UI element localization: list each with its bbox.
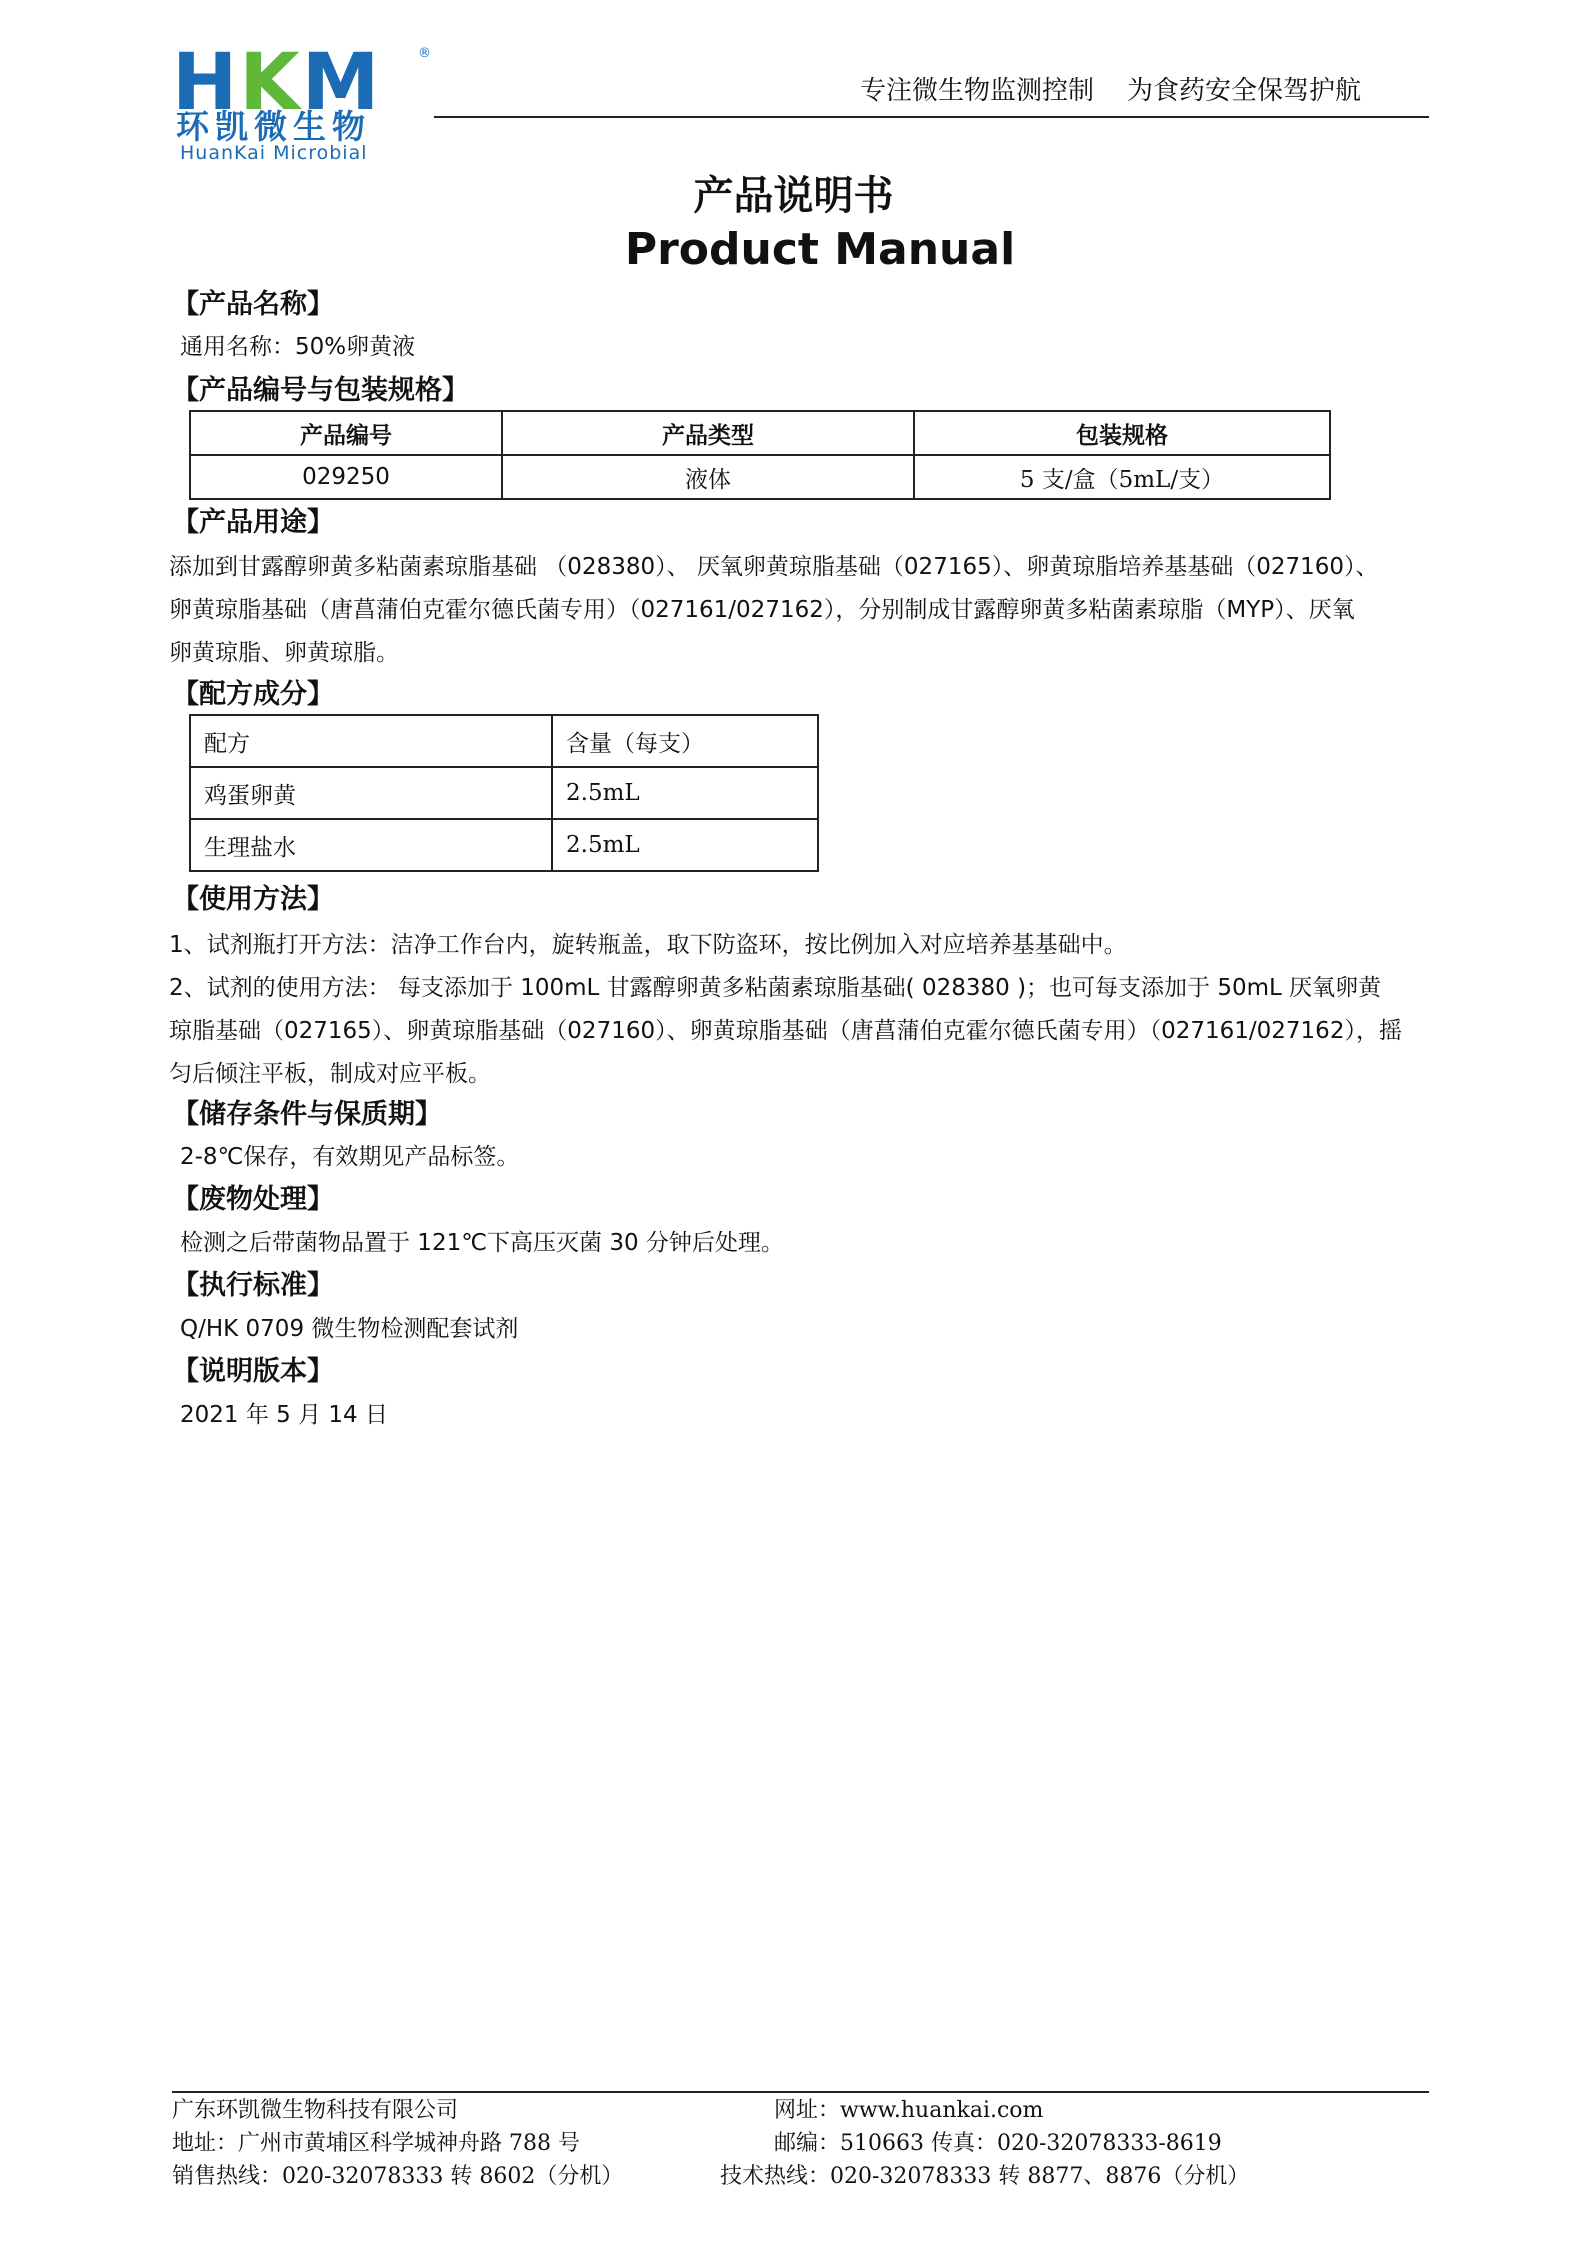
usage-line: 卵黄琼脂基础（唐菖蒲伯克霍尔德氏菌专用）（027161/027162），分别制成甘露醇卵黄多粘菌素琼脂（MYP）、厌氧 bbox=[169, 597, 1355, 623]
logo-text: HKM bbox=[172, 38, 382, 128]
column-header-ingredient: 配方 bbox=[190, 715, 552, 767]
cell-spec: 5 支/盒（5mL/支） bbox=[914, 455, 1330, 499]
section-heading-version: 【说明版本】 bbox=[172, 1356, 334, 1387]
column-header-amount: 含量（每支） bbox=[552, 715, 818, 767]
column-header-spec: 包装规格 bbox=[914, 411, 1330, 455]
table-header-row bbox=[190, 411, 1330, 455]
logo-chinese-name: 环凯微生物 bbox=[176, 107, 371, 146]
table-header-row bbox=[190, 715, 818, 767]
section-heading-standard: 【执行标准】 bbox=[172, 1270, 334, 1301]
section-heading-package: 【产品编号与包装规格】 bbox=[172, 375, 469, 406]
cell-amount: 2.5mL bbox=[552, 819, 818, 871]
formula-table bbox=[189, 714, 819, 872]
footer-sales-hotline: 销售热线：020-32078333 转 8602（分机） bbox=[172, 2164, 624, 2189]
registered-mark: ® bbox=[418, 46, 431, 61]
section-heading-storage: 【储存条件与保质期】 bbox=[172, 1099, 442, 1130]
method-line: 匀后倾注平板，制成对应平板。 bbox=[169, 1061, 491, 1087]
version-text: 2021 年 5 月 14 日 bbox=[180, 1402, 388, 1428]
footer-company: 广东环凯微生物科技有限公司 bbox=[172, 2098, 459, 2123]
footer-postcode-fax: 邮编：510663 传真：020-32078333-8619 bbox=[774, 2131, 1222, 2156]
waste-text: 检测之后带菌物品置于 121℃下高压灭菌 30 分钟后处理。 bbox=[180, 1230, 784, 1256]
cell-code: 029250 bbox=[190, 455, 502, 499]
package-table bbox=[189, 410, 1331, 500]
header-slogan: 专注微生物监测控制 为食药安全保驾护航 bbox=[860, 76, 1362, 106]
column-header-code: 产品编号 bbox=[190, 411, 502, 455]
cell-ingredient: 生理盐水 bbox=[190, 819, 552, 871]
logo-english-name: HuanKai Microbial bbox=[180, 142, 368, 164]
storage-text: 2-8℃保存，有效期见产品标签。 bbox=[180, 1144, 520, 1170]
usage-line: 卵黄琼脂、卵黄琼脂。 bbox=[169, 640, 399, 666]
usage-line: 添加到甘露醇卵黄多粘菌素琼脂基础 （028380）、 厌氧卵黄琼脂基础（027165）、卵黄琼脂培养基基础（027160）、 bbox=[169, 554, 1379, 580]
section-heading-method: 【使用方法】 bbox=[172, 884, 334, 915]
method-line: 1、试剂瓶打开方法：洁净工作台内，旋转瓶盖，取下防盗环，按比例加入对应培养基基础中。 bbox=[169, 932, 1127, 958]
product-name-text: 通用名称：50%卵黄液 bbox=[180, 334, 416, 360]
page-title-en: Product Manual bbox=[624, 224, 1016, 275]
table-row bbox=[190, 767, 818, 819]
header-divider bbox=[434, 116, 1429, 118]
footer-tech-hotline: 技术热线：020-32078333 转 8877、8876（分机） bbox=[720, 2164, 1250, 2189]
table-row bbox=[190, 819, 818, 871]
footer-address: 地址：广州市黄埔区科学城神舟路 788 号 bbox=[172, 2131, 580, 2156]
table-row bbox=[190, 455, 1330, 499]
section-heading-usage: 【产品用途】 bbox=[172, 507, 334, 538]
footer-divider bbox=[172, 2091, 1429, 2093]
method-line: 琼脂基础（027165）、卵黄琼脂基础（027160）、卵黄琼脂基础（唐菖蒲伯克霍尔德氏菌专用）（027161/027162），摇 bbox=[169, 1018, 1402, 1044]
section-heading-waste: 【废物处理】 bbox=[172, 1184, 334, 1215]
standard-text: Q/HK 0709 微生物检测配套试剂 bbox=[180, 1316, 519, 1342]
footer-website: 网址：www.huankai.com bbox=[774, 2098, 1044, 2123]
method-line: 2、试剂的使用方法： 每支添加于 100mL 甘露醇卵黄多粘菌素琼脂基础( 028380 )；也可每支添加于 50mL 厌氧卵黄 bbox=[169, 975, 1382, 1001]
section-heading-formula: 【配方成分】 bbox=[172, 679, 334, 710]
column-header-type: 产品类型 bbox=[502, 411, 914, 455]
cell-ingredient: 鸡蛋卵黄 bbox=[190, 767, 552, 819]
cell-amount: 2.5mL bbox=[552, 767, 818, 819]
page-title-cn: 产品说明书 bbox=[693, 173, 894, 219]
section-heading-product-name: 【产品名称】 bbox=[172, 289, 334, 320]
cell-type: 液体 bbox=[502, 455, 914, 499]
